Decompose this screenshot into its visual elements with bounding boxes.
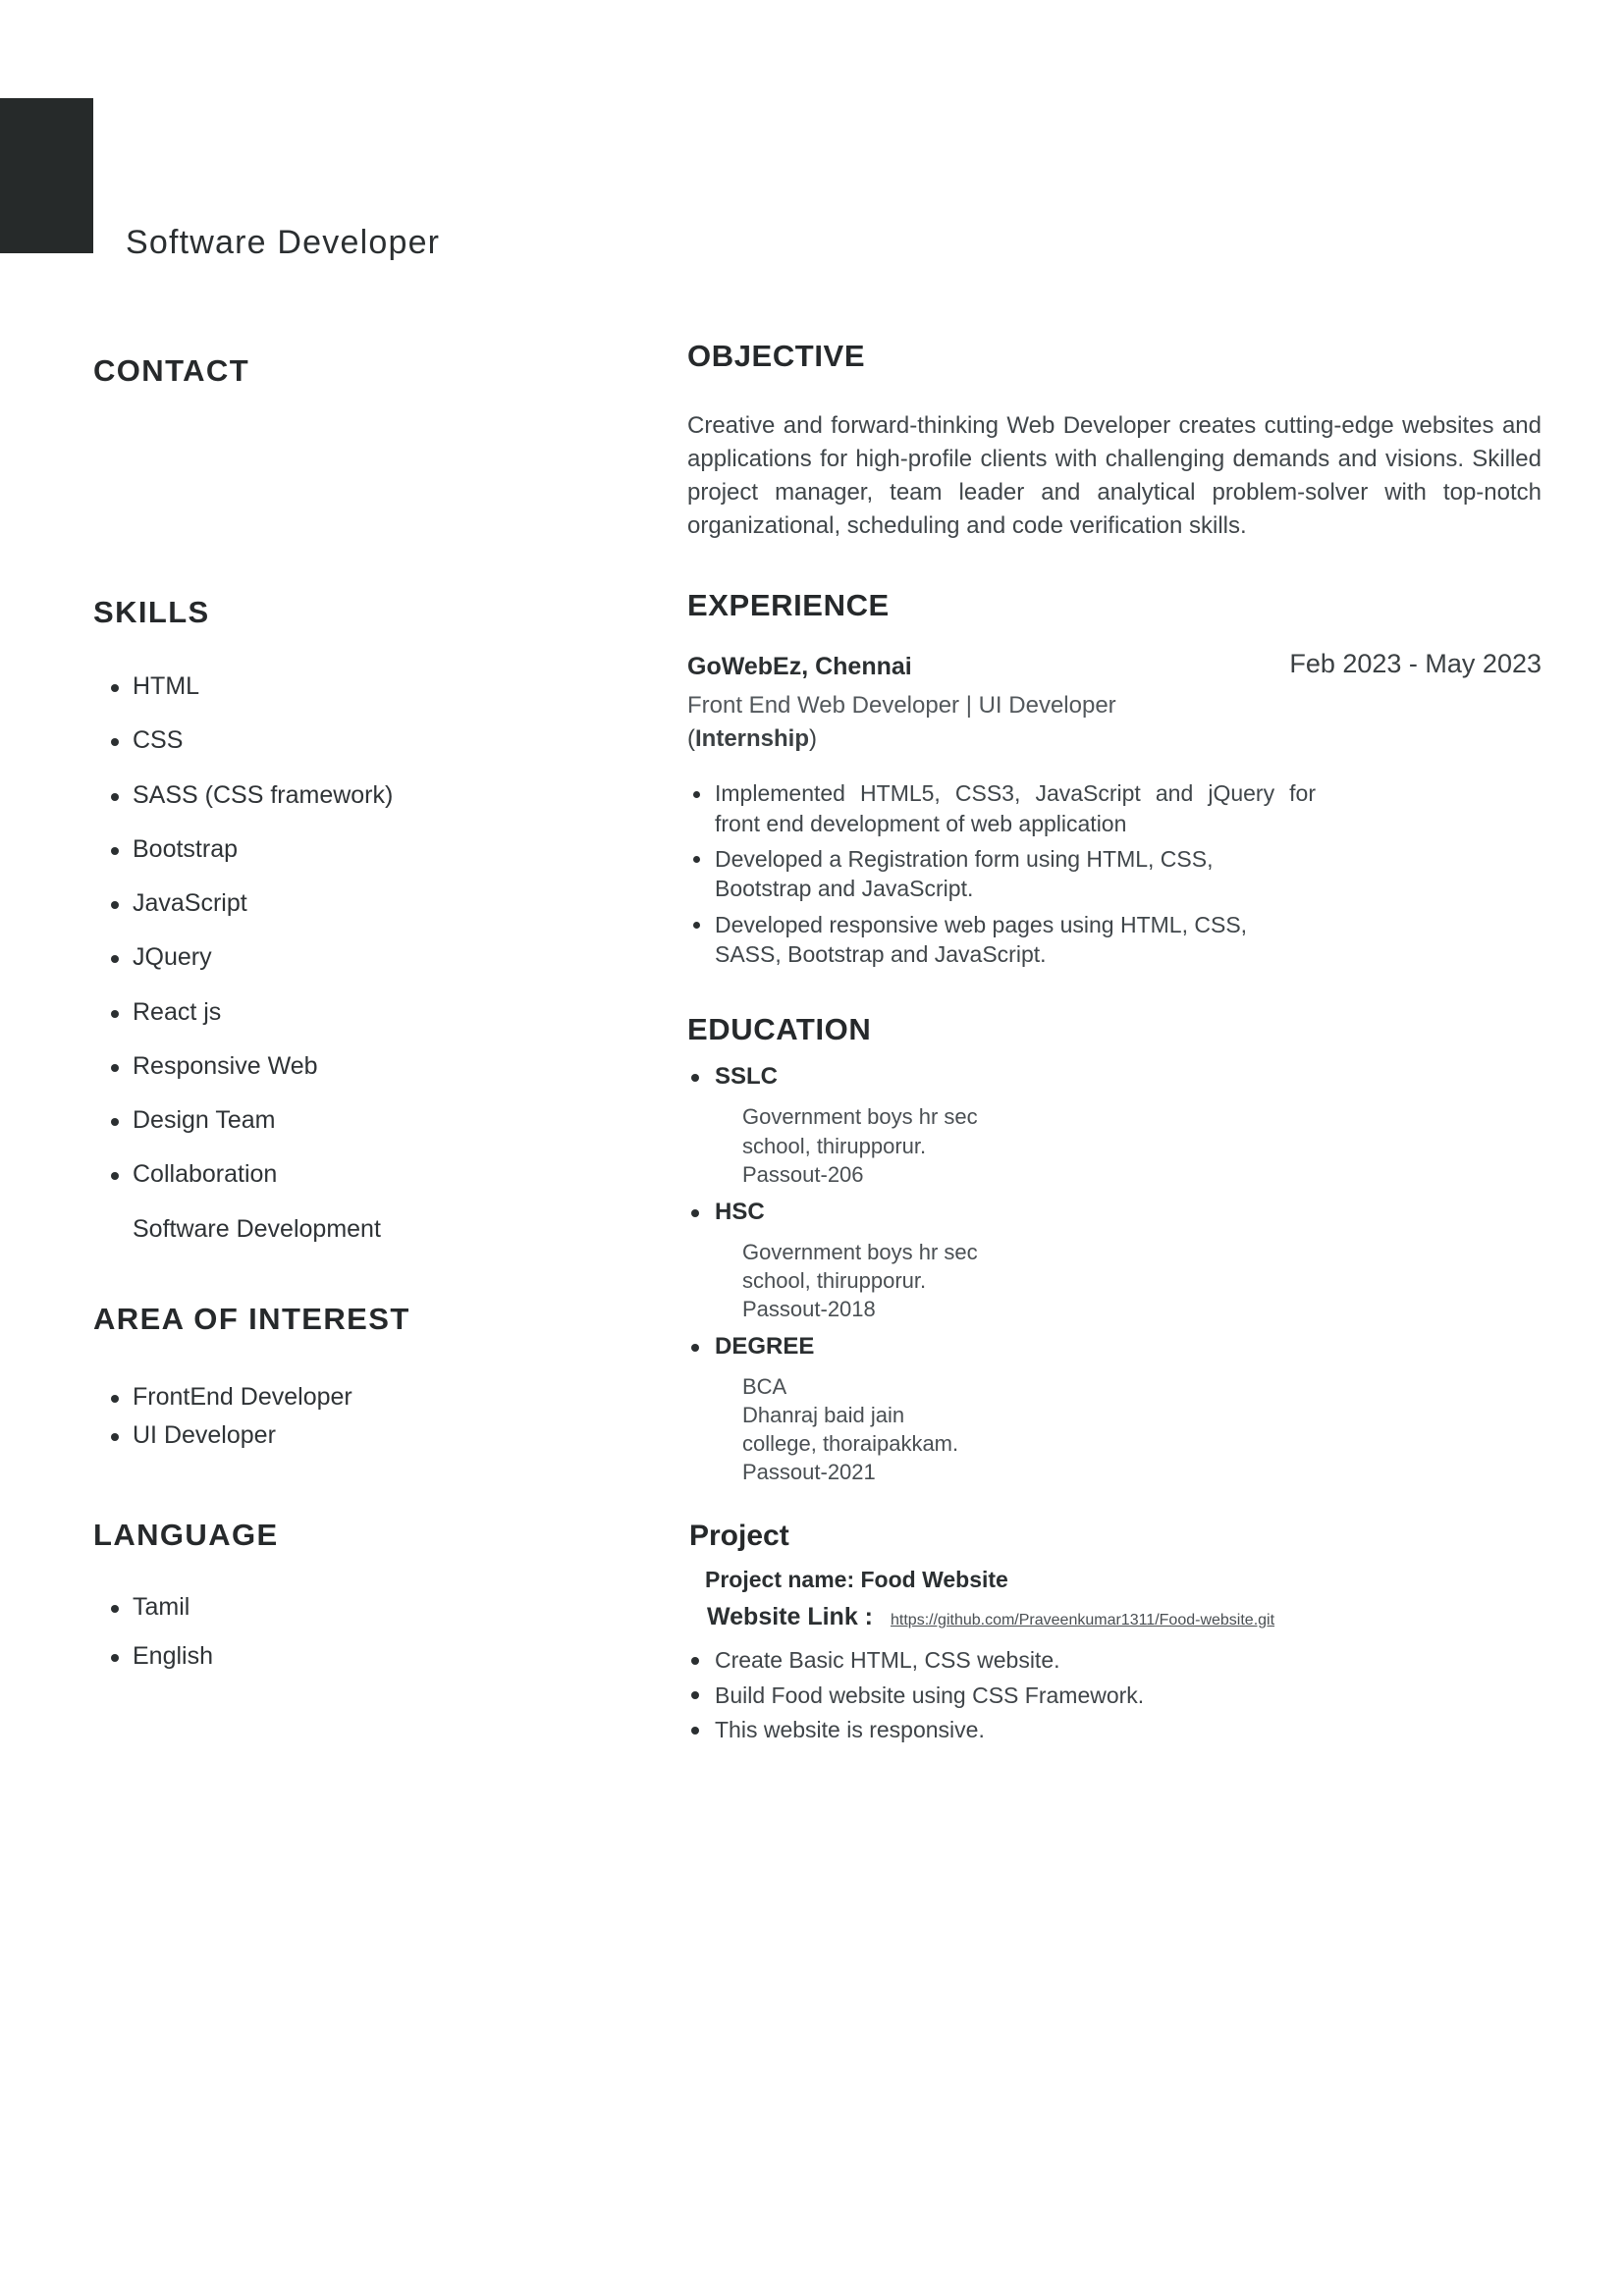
language-label: Tamil <box>133 1593 190 1622</box>
main-content <box>687 339 1542 1750</box>
project-link-label: Website Link : <box>707 1602 874 1630</box>
education-heading: EDUCATION <box>687 1012 872 1047</box>
interest-label: UI Developer <box>133 1421 276 1449</box>
education-entry <box>687 1199 1542 1323</box>
project-url-link[interactable]: https://github.com/Praveenkumar1311/Food-website.git <box>891 1611 1275 1629</box>
experience-header <box>687 649 1542 686</box>
list-item <box>687 1681 1542 1712</box>
list-item <box>687 1645 1542 1677</box>
bullet-icon <box>691 1344 699 1352</box>
bullet-icon <box>111 1172 119 1180</box>
list-item <box>93 997 643 1028</box>
interest-label: FrontEnd Developer <box>133 1382 352 1411</box>
bullet-icon <box>111 1064 119 1072</box>
education-list <box>687 1063 1542 1485</box>
project-bullet-text: Build Food website using CSS Framework. <box>715 1682 1145 1708</box>
project-bullet-text: This website is responsive. <box>715 1717 985 1743</box>
paren-open: ( <box>687 725 695 753</box>
education-detail-line: Dhanraj baid jain <box>742 1402 905 1427</box>
list-item <box>93 1382 643 1413</box>
objective-text: Creative and forward-thinking Web Developer creates cutting-edge websites and applications for high-profile clients with challenging demands and visions. Skilled project manager, team leader and analytical problem-solver with top-notch organizational, scheduling and code verification skills. <box>687 412 1542 540</box>
paren-close: ) <box>809 725 818 753</box>
bullet-icon <box>691 1209 699 1217</box>
experience-type-label: Internship <box>695 725 810 753</box>
bullet-icon <box>111 901 119 909</box>
skills-heading: SKILLS <box>93 595 210 629</box>
list-item <box>93 1051 643 1082</box>
bullet-icon <box>691 1727 699 1735</box>
project-bullet-text: Create Basic HTML, CSS website. <box>715 1646 1060 1673</box>
list-item <box>687 910 1316 970</box>
bullet-icon <box>111 1433 119 1441</box>
bullet-icon <box>693 922 700 929</box>
skill-label: JavaScript <box>133 889 247 917</box>
experience-bullets <box>687 778 1316 969</box>
list-item <box>93 1641 643 1672</box>
skill-label: JQuery <box>133 943 212 972</box>
list-item <box>93 888 643 919</box>
bullet-icon <box>691 1691 699 1699</box>
list-item <box>687 844 1316 904</box>
education-detail <box>742 1372 1066 1486</box>
education-title: SSLC <box>715 1063 779 1091</box>
project-heading: Project <box>689 1519 789 1552</box>
contact-heading: CONTACT <box>93 353 250 388</box>
education-detail-line: school, thirupporur. <box>742 1133 927 1158</box>
experience-bullet-text: Developed a Registration form using HTML, CSS, Bootstrap and JavaScript. <box>715 846 1214 902</box>
bullet-icon <box>111 955 119 963</box>
skill-label: CSS <box>133 726 184 755</box>
education-entry <box>687 1063 1542 1188</box>
objective-heading: OBJECTIVE <box>687 339 866 373</box>
list-item <box>93 834 643 865</box>
language-label: English <box>133 1641 213 1670</box>
education-detail-line: school, thirupporur. <box>742 1267 927 1293</box>
list-item <box>687 778 1316 838</box>
bullet-icon <box>691 1074 699 1082</box>
project-name: Project name: Food Website <box>705 1566 1008 1592</box>
education-detail <box>742 1102 1066 1188</box>
skill-label: Responsive Web <box>133 1051 318 1080</box>
bullet-icon <box>111 1395 119 1403</box>
list-item <box>93 942 643 973</box>
experience-section <box>687 588 1542 969</box>
list-item <box>93 1159 643 1190</box>
bullet-icon <box>111 684 119 692</box>
education-detail-line: Government boys hr sec <box>742 1104 978 1130</box>
project-link-row <box>707 1603 1542 1631</box>
list-item <box>93 1420 643 1451</box>
experience-bullet-text: Developed responsive web pages using HTML, CSS, SASS, Bootstrap and JavaScript. <box>715 911 1248 968</box>
bullet-icon <box>111 738 119 746</box>
bullet-icon <box>691 1657 699 1665</box>
area-of-interest-heading: AREA OF INTEREST <box>93 1301 410 1336</box>
education-detail-line: Passout-2021 <box>742 1459 876 1484</box>
bullet-icon <box>111 793 119 801</box>
experience-heading: EXPERIENCE <box>687 588 890 623</box>
area-of-interest-list <box>93 1382 643 1452</box>
page-title: Software Developer <box>126 224 441 261</box>
education-detail-line: Passout-2018 <box>742 1296 876 1321</box>
list-item <box>93 671 643 702</box>
bullet-icon <box>111 1118 119 1126</box>
education-detail-line: Passout-206 <box>742 1161 864 1187</box>
bullet-icon <box>693 791 700 798</box>
skill-label: HTML <box>133 672 200 700</box>
language-list <box>93 1592 643 1672</box>
education-title: HSC <box>715 1198 765 1225</box>
bullet-icon <box>111 1010 119 1018</box>
project-bullets <box>687 1645 1542 1746</box>
list-item <box>687 1715 1542 1746</box>
experience-role: Front End Web Developer | UI Developer <box>687 692 1116 720</box>
contact-body <box>93 389 643 595</box>
skill-label: Collaboration <box>133 1160 278 1189</box>
list-item <box>93 725 643 756</box>
list-item <box>93 1592 643 1623</box>
education-section <box>687 1012 1542 1485</box>
experience-type <box>687 725 1542 753</box>
education-title: DEGREE <box>715 1332 815 1360</box>
skill-label: Bootstrap <box>133 834 239 863</box>
experience-company: GoWebEz, Chennai <box>687 653 912 681</box>
bullet-icon <box>693 856 700 863</box>
bullet-icon <box>111 1605 119 1613</box>
skill-label: React js <box>133 997 222 1026</box>
education-entry <box>687 1333 1542 1486</box>
list-item <box>93 1105 643 1136</box>
skills-list <box>93 671 643 1245</box>
experience-bullet-text: Implemented HTML5, CSS3, JavaScript and jQuery for front end development of web application <box>715 780 1316 836</box>
education-detail-line: BCA <box>742 1373 787 1399</box>
list-item <box>93 1214 643 1245</box>
skill-label: Design Team <box>133 1106 276 1134</box>
education-detail-line: college, thoraipakkam. <box>742 1430 959 1456</box>
skill-label: Software Development <box>133 1214 381 1243</box>
education-detail-line: Government boys hr sec <box>742 1239 978 1264</box>
skill-label: SASS (CSS framework) <box>133 780 394 809</box>
sidebar <box>93 353 643 1689</box>
language-heading: LANGUAGE <box>93 1518 279 1553</box>
experience-date: Feb 2023 - May 2023 <box>1289 649 1542 679</box>
header-accent-block <box>0 98 93 253</box>
project-section <box>687 1520 1542 1746</box>
bullet-icon <box>111 847 119 855</box>
bullet-icon <box>111 1654 119 1662</box>
education-detail <box>742 1238 1066 1323</box>
list-item <box>93 780 643 811</box>
